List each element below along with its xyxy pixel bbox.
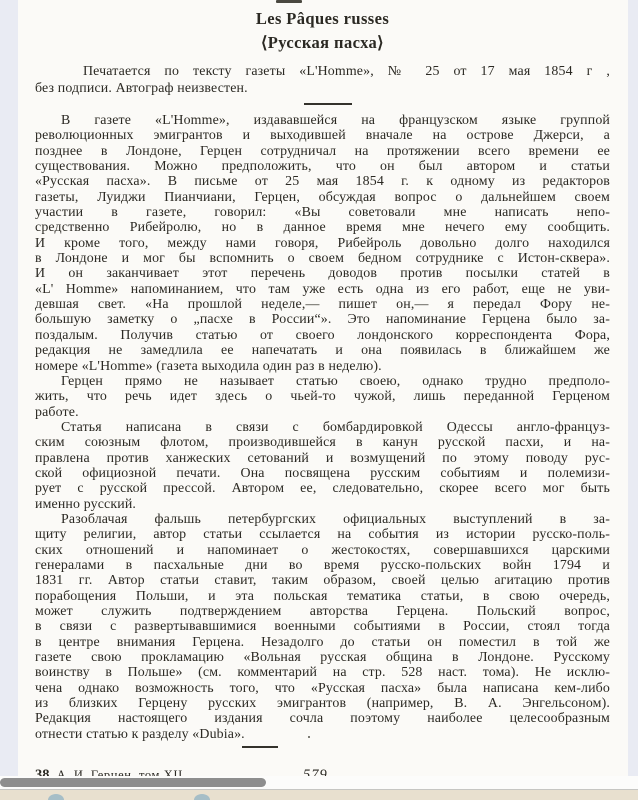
page-title-french: Les Pâques russes xyxy=(255,9,390,28)
paragraph xyxy=(35,374,610,420)
text-line: Редакция настоящего издания сочла поэтому наиболее целесообразным xyxy=(35,711,610,727)
text-line: именно русский. xyxy=(35,496,137,512)
text-line: ской официозной печати. Она посвящена русским событиям и полемизи- xyxy=(35,465,610,481)
text-line: в центре внимания Герцена. Незадолго до статьи он поместил в той же xyxy=(35,634,610,650)
text-line: работе. xyxy=(35,404,79,420)
text-line: Герцен прямо не называет статью своею, однако трудно предполо- xyxy=(61,373,610,389)
text-line: генералами в пасхальные дни во время русско-польских войн 1794 и xyxy=(35,557,610,573)
text-line: газеты, Луиджи Пианчиани, Герцен, обсуждая вопрос о дальнейшем своем xyxy=(35,189,610,205)
text-line: «L' Homme» напоминанием, что там уже есть одна из его работ, еще не уви- xyxy=(35,281,610,297)
separator-rule xyxy=(304,103,352,105)
text-line: ским союзным флотом, производившейся в канун русской пасхи, и на- xyxy=(35,435,610,451)
dock-app-icon[interactable] xyxy=(48,794,64,800)
text-line: Разоблачая фальшь петербургских официальных выступлений в за- xyxy=(61,511,610,527)
source-note xyxy=(35,63,610,97)
text-line: без подписи. Автограф неизвестен. xyxy=(35,81,248,96)
text-line: И он заканчивает этот перечень доводов против посылки статей в xyxy=(35,266,610,282)
text-line: газете свою прокламацию «Вольная русская община в Лондоне. Русскому xyxy=(35,650,610,666)
text-line: номере «L'Homme» (газета выходила один раз в неделю). xyxy=(35,358,382,374)
text-line: в Лондоне и мог бы вспомнить о своем бедном сотруднике с Истон-сквера». xyxy=(35,251,610,267)
text-line: может служить подтверждением авторства Герцена. Польский вопрос, xyxy=(35,604,610,619)
text-line: И кроме того, между нами говоря, Рибейроль довольно долго находился xyxy=(35,235,610,251)
end-rule xyxy=(242,746,278,748)
text-line: чена однако возможность того, что «Русская пасха» была написана кем-либо xyxy=(35,680,610,696)
text-line: в связи с развертывавшимися военными событиями в России, стоял тогда xyxy=(35,619,610,635)
page-margin-left xyxy=(0,0,18,776)
horizontal-scrollbar-thumb[interactable] xyxy=(0,778,266,787)
text-line: «Русская пасха». В письме от 25 мая 1854 г. к одному из редакторов xyxy=(35,174,610,190)
text-line: ских отношений и напоминает о жестокостях, совершавшихся царскими xyxy=(35,542,610,558)
end-separator xyxy=(35,744,610,750)
text-line: воинству в Польше» (см. комментарий на стр. 528 наст. тома). Не исклю- xyxy=(35,665,610,681)
text-line: средственно Рибейролю, но в данное время мне нечего ему сообщить. xyxy=(35,220,610,236)
text-line: редакция не замедлила ее напечатать и она появилась в ближайшем же xyxy=(35,343,610,359)
text-line: 1831 гг. Автор статьи ставит, таким образом, своей целью агитацию против xyxy=(35,573,610,589)
section-separator xyxy=(45,101,610,107)
text-line: отнести статью к разделу «Dubia». xyxy=(35,726,245,742)
paragraph xyxy=(35,420,610,512)
text-line: порабощения Польши, и эта польская тематика статьи, в свою очередь, xyxy=(35,588,610,604)
text-line: жить, что речь идет здесь о чьей-то чужой, лишь переданной Герценом xyxy=(35,389,610,405)
horizontal-scrollbar-track[interactable] xyxy=(0,776,638,789)
page-title-russian: ⟨Русская пасха⟩ xyxy=(260,33,385,52)
page-margin-right xyxy=(628,0,638,776)
text-line: позднее в Лондоне, Герцен сотрудничал на протяжении всего времени ее xyxy=(35,143,610,159)
text-line: Печатается по тексту газеты «L'Homme», № 25 от 17 мая 1854 г , xyxy=(83,64,610,79)
scan-artifact-top xyxy=(276,0,302,3)
paragraph xyxy=(35,113,610,374)
taskbar-strip xyxy=(0,790,638,800)
paragraph xyxy=(35,512,610,742)
text-line: Статья написана в связи с бомбардировкой Одессы англо-француз- xyxy=(61,419,610,435)
text-line: рует с русской прессой. Автором ее, следовательно, скорее всего мог быть xyxy=(35,481,610,497)
dock-app-icon[interactable] xyxy=(194,794,210,800)
text-line: поздалым. Получив статью от своего лондонского корреспондента Фора, xyxy=(35,327,610,343)
commentary-text xyxy=(35,113,610,742)
text-line: революционных эмигрантов и выходившей вначале на острове Джерси, а xyxy=(35,128,610,144)
text-line: девшая свет. «На прошлой неделе,— пишет он,— я передал Фору не- xyxy=(35,297,610,313)
page-content xyxy=(35,10,610,787)
text-line: щиту религии, автор статьи ссылается на события из истории русско-поль- xyxy=(35,527,610,543)
text-line: правлена против ханжеских сетований и возмущений по этому поводу рус- xyxy=(35,450,610,466)
text-line: существования. Можно предположить, что он был автором и статьи xyxy=(35,159,610,175)
text-line: из близких Герцену русских эмигрантов (например, В. А. Энгельсоном). xyxy=(35,696,610,712)
text-line: В газете «L'Homme», издававшейся на французском языке группой xyxy=(61,113,610,128)
text-line: участии в газете, говорил: «Вы советовали мне написать непо- xyxy=(35,205,610,221)
text-line: большую заметку о „пасхе в России“». Это напоминание Герцена было за- xyxy=(35,312,610,328)
